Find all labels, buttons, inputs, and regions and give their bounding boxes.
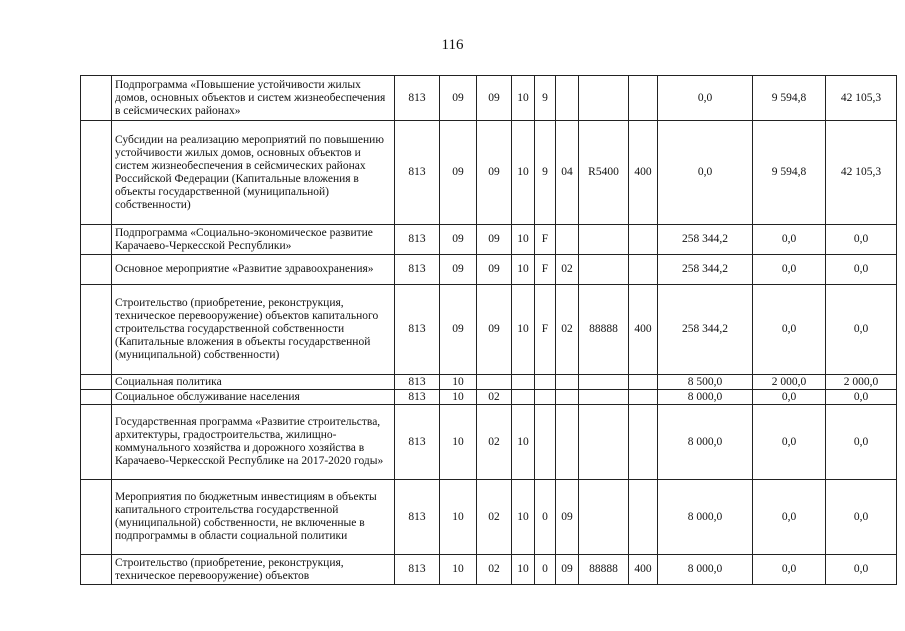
vr-cell [629,255,658,285]
csr-part2-cell: 9 [535,121,556,225]
rz-cell: 10 [440,480,477,555]
csr-part2-cell: 0 [535,480,556,555]
sum-year2-cell: 0,0 [753,255,826,285]
blank-cell [81,255,112,285]
sum-year3-cell: 0,0 [826,405,897,480]
ved-cell: 813 [395,375,440,390]
sum-year3-cell: 42 105,3 [826,76,897,121]
csr-part1-cell [512,375,535,390]
sum-year2-cell: 0,0 [753,555,826,585]
csr-code-cell: R5400 [579,121,629,225]
vr-cell: 400 [629,121,658,225]
rz-cell: 10 [440,375,477,390]
csr-part3-cell [556,405,579,480]
rz-cell: 09 [440,121,477,225]
csr-part1-cell: 10 [512,480,535,555]
ved-cell: 813 [395,76,440,121]
table-row [81,76,897,121]
row-name: Подпрограмма «Повышение устойчивости жилых домов, основных объектов и систем жизнеобеспечения в сейсмических районах» [112,76,395,121]
sum-year3-cell: 0,0 [826,555,897,585]
budget-table [80,75,897,585]
pr-cell: 02 [477,480,512,555]
rz-cell: 10 [440,390,477,405]
csr-part2-cell: F [535,225,556,255]
rz-cell: 09 [440,225,477,255]
vr-cell [629,76,658,121]
pr-cell: 09 [477,225,512,255]
sum-year1-cell: 8 500,0 [658,375,753,390]
csr-code-cell [579,390,629,405]
csr-code-cell [579,405,629,480]
row-name: Подпрограмма «Социально-экономическое развитие Карачаево-Черкесской Республики» [112,225,395,255]
sum-year1-cell: 8 000,0 [658,555,753,585]
sum-year2-cell: 0,0 [753,480,826,555]
blank-cell [81,375,112,390]
csr-code-cell [579,480,629,555]
csr-part3-cell: 02 [556,285,579,375]
pr-cell: 09 [477,121,512,225]
row-name: Социальное обслуживание населения [112,390,395,405]
csr-part3-cell: 04 [556,121,579,225]
ved-cell: 813 [395,390,440,405]
blank-cell [81,225,112,255]
csr-code-cell [579,255,629,285]
table-row [81,375,897,390]
ved-cell: 813 [395,555,440,585]
table-row [81,121,897,225]
vr-cell [629,375,658,390]
vr-cell: 400 [629,555,658,585]
csr-part1-cell [512,390,535,405]
sum-year2-cell: 9 594,8 [753,121,826,225]
table-row [81,285,897,375]
row-name: Строительство (приобретение, реконструкция, техническое перевооружение) объектов капитального строительства государственной собственности (Капитальные вложения в объекты государственной (муниципальной) собственности) [112,285,395,375]
ved-cell: 813 [395,121,440,225]
row-name: Строительство (приобретение, реконструкция, техническое перевооружение) объектов [112,555,395,585]
csr-code-cell [579,375,629,390]
page-number: 116 [441,37,464,53]
sum-year1-cell: 258 344,2 [658,285,753,375]
sum-year3-cell: 2 000,0 [826,375,897,390]
csr-part1-cell: 10 [512,255,535,285]
csr-part1-cell: 10 [512,555,535,585]
sum-year1-cell: 8 000,0 [658,390,753,405]
row-name: Государственная программа «Развитие строительства, архитектуры, градостроительства, жилищно-коммунального хозяйства и дорожного хозяйства в Карачаево-Черкесской Республике на 2017-2020 годы» [112,405,395,480]
csr-part2-cell [535,375,556,390]
row-name: Основное мероприятие «Развитие здравоохранения» [112,255,395,285]
sum-year1-cell: 8 000,0 [658,405,753,480]
blank-cell [81,555,112,585]
sum-year1-cell: 258 344,2 [658,255,753,285]
row-name: Мероприятия по бюджетным инвестициям в объекты капитального строительства государственной (муниципальной) собственности, не включенные в подпрограммы в области социальной политики [112,480,395,555]
csr-part1-cell: 10 [512,121,535,225]
vr-cell [629,225,658,255]
row-name: Субсидии на реализацию мероприятий по повышению устойчивости жилых домов, основных объектов и систем жизнеобеспечения в сейсмических районах Российской Федерации (Капитальные вложения в объекты государственной (муниципальной) собственности) [112,121,395,225]
table-row [81,480,897,555]
sum-year3-cell: 0,0 [826,390,897,405]
csr-part2-cell: F [535,285,556,375]
csr-part3-cell [556,76,579,121]
ved-cell: 813 [395,405,440,480]
pr-cell: 09 [477,255,512,285]
csr-part3-cell [556,225,579,255]
csr-part3-cell [556,375,579,390]
blank-cell [81,480,112,555]
vr-cell [629,480,658,555]
csr-part2-cell [535,405,556,480]
csr-part3-cell [556,390,579,405]
csr-part2-cell [535,390,556,405]
csr-code-cell [579,76,629,121]
blank-cell [81,121,112,225]
csr-part3-cell: 02 [556,255,579,285]
pr-cell: 02 [477,390,512,405]
sum-year1-cell: 0,0 [658,121,753,225]
table-row [81,390,897,405]
blank-cell [81,76,112,121]
rz-cell: 09 [440,76,477,121]
csr-part1-cell: 10 [512,76,535,121]
sum-year2-cell: 0,0 [753,390,826,405]
sum-year3-cell: 0,0 [826,255,897,285]
pr-cell: 02 [477,555,512,585]
sum-year1-cell: 0,0 [658,76,753,121]
rz-cell: 09 [440,255,477,285]
sum-year1-cell: 8 000,0 [658,480,753,555]
sum-year3-cell: 42 105,3 [826,121,897,225]
blank-cell [81,285,112,375]
ved-cell: 813 [395,480,440,555]
vr-cell [629,405,658,480]
csr-part1-cell: 10 [512,225,535,255]
sum-year2-cell: 0,0 [753,285,826,375]
sum-year3-cell: 0,0 [826,225,897,255]
csr-part2-cell: 9 [535,76,556,121]
csr-part3-cell: 09 [556,480,579,555]
table-row [81,405,897,480]
csr-part1-cell: 10 [512,285,535,375]
table-row [81,225,897,255]
sum-year2-cell: 0,0 [753,405,826,480]
sum-year3-cell: 0,0 [826,285,897,375]
ved-cell: 813 [395,255,440,285]
blank-cell [81,390,112,405]
rz-cell: 10 [440,405,477,480]
rz-cell: 09 [440,285,477,375]
sum-year2-cell: 9 594,8 [753,76,826,121]
vr-cell: 400 [629,285,658,375]
rz-cell: 10 [440,555,477,585]
csr-part1-cell: 10 [512,405,535,480]
sum-year2-cell: 0,0 [753,225,826,255]
sum-year2-cell: 2 000,0 [753,375,826,390]
vr-cell [629,390,658,405]
csr-code-cell [579,225,629,255]
sum-year1-cell: 258 344,2 [658,225,753,255]
csr-part3-cell: 09 [556,555,579,585]
csr-part2-cell: 0 [535,555,556,585]
csr-part2-cell: F [535,255,556,285]
ved-cell: 813 [395,285,440,375]
pr-cell: 02 [477,405,512,480]
csr-code-cell: 88888 [579,555,629,585]
pr-cell: 09 [477,285,512,375]
table-row [81,555,897,585]
row-name: Социальная политика [112,375,395,390]
blank-cell [81,405,112,480]
sum-year3-cell: 0,0 [826,480,897,555]
pr-cell: 09 [477,76,512,121]
table-row [81,255,897,285]
pr-cell [477,375,512,390]
csr-code-cell: 88888 [579,285,629,375]
ved-cell: 813 [395,225,440,255]
